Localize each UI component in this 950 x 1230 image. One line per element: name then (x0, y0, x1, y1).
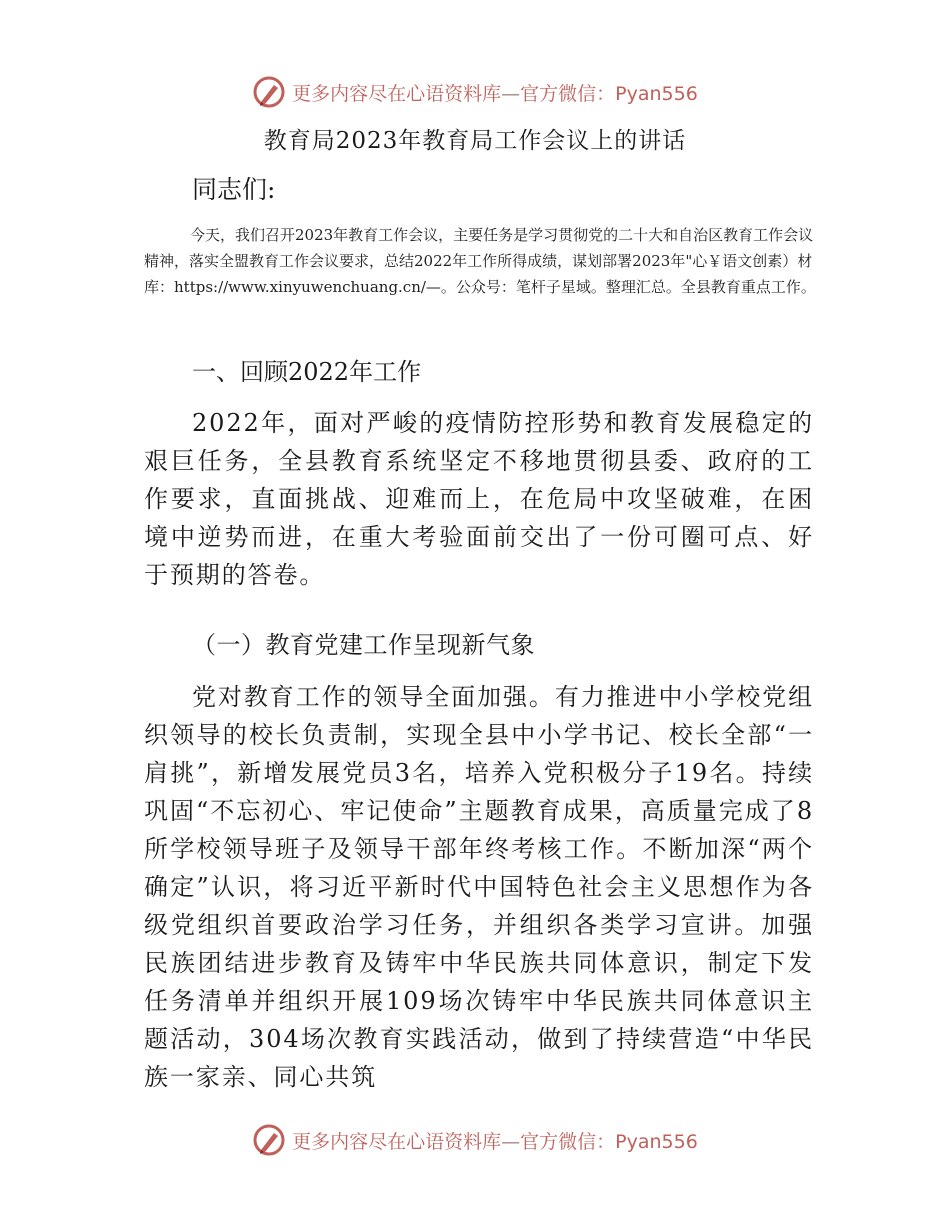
section-paragraph: 2022年，面对严峻的疫情防控形势和教育发展稳定的艰巨任务，全县教育系统坚定不移地贯彻县委、政府的工作要求，直面挑战、迎难而上，在危局中攻坚破难，在困境中逆势而进，在重大考验面前交出了一份可圈可点、好于预期的答卷。 (144, 409, 814, 589)
banner-separator: — (501, 1130, 521, 1153)
section-heading: 一、回顾2022年工作 (192, 358, 422, 386)
footer-banner (0, 1120, 950, 1160)
banner-site: 更多内容尽在心语资料库 (292, 1130, 502, 1153)
page-title: 教育局2023年教育局工作会议上的讲话 (263, 128, 687, 154)
banner-text (292, 79, 698, 106)
subsection-paragraph: 党对教育工作的领导全面加强。有力推进中小学校党组织领导的校长负责制，实现全县中小学书记、校长全部“一肩挑”，新增发展党员3名，培养入党积极分子19名。持续巩固“不忘初心、牢记使命”主题教育成果，高质量完成了8所学校领导班子及领导干部年终考核工作。不断加深“两个确定”认识，将习近平新时代中国特色社会主义思想作为各级党组织首要政治学习任务，并组织各类学习宣讲。加强民族团结进步教育及铸牢中华民族共同体意识，制定下发任务清单并组织开展109场次铸牢中华民族共同体意识主题活动，304场次教育实践活动，做到了持续营造“中华民族一家亲、同心共筑 (144, 683, 814, 1091)
pen-logo-icon (252, 75, 286, 109)
banner-site: 更多内容尽在心语资料库 (292, 82, 502, 105)
header-banner (0, 72, 950, 112)
banner-separator: — (501, 82, 521, 105)
banner-wechat: 官方微信：Pyan556 (520, 1130, 698, 1153)
banner-wechat: 官方微信：Pyan556 (520, 82, 698, 105)
banner-text (292, 1127, 698, 1154)
subsection-heading: （一）教育党建工作呈现新气象 (192, 631, 535, 659)
greeting: 同志们: (192, 175, 276, 204)
intro-paragraph: 今天，我们召开2023年教育工作会议，主要任务是学习贯彻党的二十大和自治区教育工作会议精神，落实全盟教育工作会议要求，总结2022年工作所得成绩，谋划部署2023年"心￥语文创素）材库：https://www.xinyuwenchuang.cn/—。公众号：笔杆子星域。整理汇总。全县教育重点工作。 (144, 226, 816, 296)
pen-logo-icon (252, 1123, 286, 1157)
